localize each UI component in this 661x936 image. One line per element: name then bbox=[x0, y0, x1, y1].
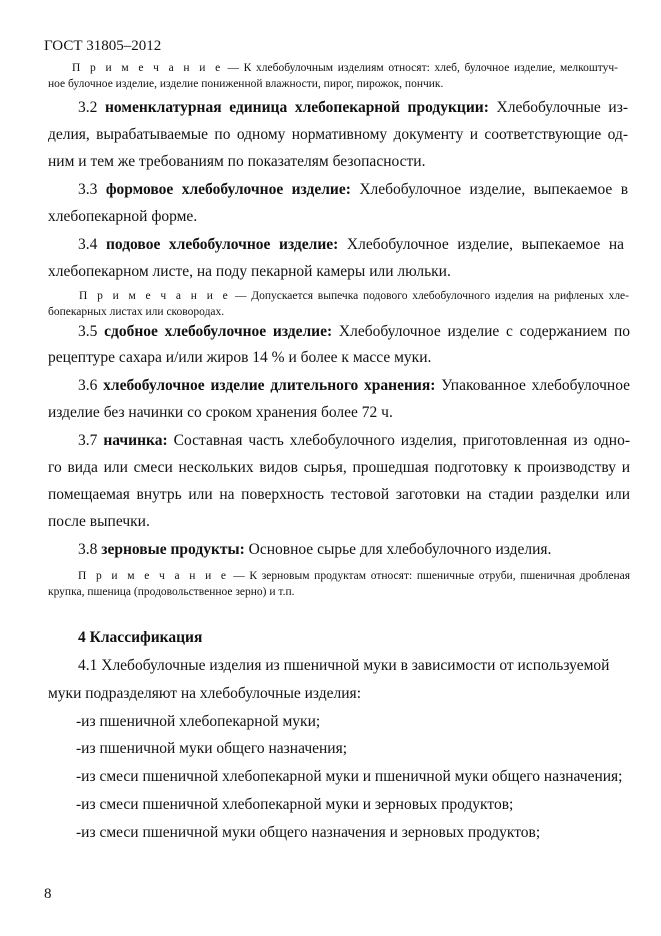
list-item: -из смеси пшеничной хлебопекарной муки и пшеничной муки общего назначения; bbox=[76, 768, 623, 785]
note-3-label: П р и м е ч а н и е bbox=[78, 570, 229, 582]
document-header: ГОСТ 31805–2012 bbox=[44, 38, 162, 54]
term-3-4-line-2: хлебопекарном листе, на поду пекарной камеры или люльки. bbox=[48, 263, 451, 280]
term-3-7-title: начинка: bbox=[103, 432, 168, 449]
term-3-6-line-1: 3.6 хлебобулочное изделие длительного хранения: Упакованное хлебобулочное bbox=[78, 377, 631, 394]
term-3-5-line-2: рецептуре сахара и/или жиров 14 % и более к массе муки. bbox=[48, 349, 432, 366]
term-3-3-title: формовое хлебобулочное изделие: bbox=[105, 181, 351, 198]
term-3-4-title: подовое хлебобулочное изделие: bbox=[105, 236, 339, 253]
term-3-7-line-4: после выпечки. bbox=[48, 513, 150, 530]
note-3-line-1: П р и м е ч а н и е — К зерновым продуктам относят: пшеничные отруби, пшеничная дробленая bbox=[78, 570, 630, 582]
term-3-2-line-3: ним и тем же требованиям по показателям безопасности. bbox=[48, 153, 426, 170]
note-1-line-1: П р и м е ч а н и е — К хлебобулочным изделиям относят: хлеб, булочное изделие, мелкоштуч- bbox=[72, 62, 618, 74]
term-3-7-line-2: го вида или смеси нескольких видов сырья, прошедшая подготовку к производству и bbox=[48, 459, 630, 476]
note-3-line-2: крупка, пшеница (продовольственное зерно) и т.п. bbox=[48, 586, 295, 598]
list-item: -из смеси пшеничной муки общего назначения и зерновых продуктов; bbox=[76, 824, 541, 841]
note-1-label: П р и м е ч а н и е bbox=[72, 62, 223, 74]
term-3-5-title: сдобное хлебобулочное изделие: bbox=[104, 323, 333, 340]
term-3-2-line-2: делия, вырабатываемые по одному нормативному документу и соответствующие од- bbox=[48, 126, 628, 143]
paragraph-4-1-line-1: 4.1 Хлебобулочные изделия из пшеничной муки в зависимости от используемой bbox=[78, 657, 610, 674]
term-3-8-line-1: 3.8 зерновые продукты: Основное сырье для хлебобулочного изделия. bbox=[78, 541, 552, 558]
note-1-line-2: ное булочное изделие, изделие пониженной влажности, пирог, пирожок, пончик. bbox=[48, 78, 444, 90]
note-2-line-1: П р и м е ч а н и е — Допускается выпечка подового хлебобулочного изделия на рифленых хле- bbox=[79, 290, 629, 302]
list-item: -из пшеничной хлебопекарной муки; bbox=[76, 713, 321, 730]
term-3-6-line-2: изделие без начинки со сроком хранения более 72 ч. bbox=[48, 404, 393, 421]
term-3-7-line-3: помещаемая внутрь или на поверхность тестовой заготовки на стадии разделки или bbox=[48, 486, 630, 503]
term-3-2-title: номенклатурная единица хлебопекарной продукции: bbox=[105, 99, 489, 116]
term-3-5-line-1: 3.5 сдобное хлебобулочное изделие: Хлебобулочное изделие с содержанием по bbox=[78, 323, 631, 340]
term-3-6-title: хлебобулочное изделие длительного хранения: bbox=[103, 377, 436, 394]
term-3-4-line-1: 3.4 подовое хлебобулочное изделие: Хлебобулочное изделие, выпекаемое на bbox=[78, 236, 624, 253]
section-4-heading: 4 Классификация bbox=[78, 629, 203, 646]
page-number: 8 bbox=[44, 886, 52, 902]
note-2-line-2: бопекарных листах или сковородах. bbox=[48, 306, 225, 318]
term-3-2-line-1: 3.2 номенклатурная единица хлебопекарной продукции: Хлебобулочные из- bbox=[78, 99, 628, 116]
list-item: -из смеси пшеничной хлебопекарной муки и зерновых продуктов; bbox=[76, 796, 514, 813]
term-3-3-line-1: 3.3 формовое хлебобулочное изделие: Хлебобулочное изделие, выпекаемое в bbox=[78, 181, 629, 198]
term-3-7-line-1: 3.7 начинка: Составная часть хлебобулочного изделия, приготовленная из одно- bbox=[78, 432, 631, 449]
term-3-8-title: зерновые продукты: bbox=[101, 541, 245, 558]
note-2-label: П р и м е ч а н и е bbox=[79, 290, 231, 302]
term-3-3-line-2: хлебопекарной форме. bbox=[48, 208, 198, 225]
paragraph-4-1-line-2: муки подразделяют на хлебобулочные изделия: bbox=[48, 685, 361, 702]
list-item: -из пшеничной муки общего назначения; bbox=[76, 740, 348, 757]
